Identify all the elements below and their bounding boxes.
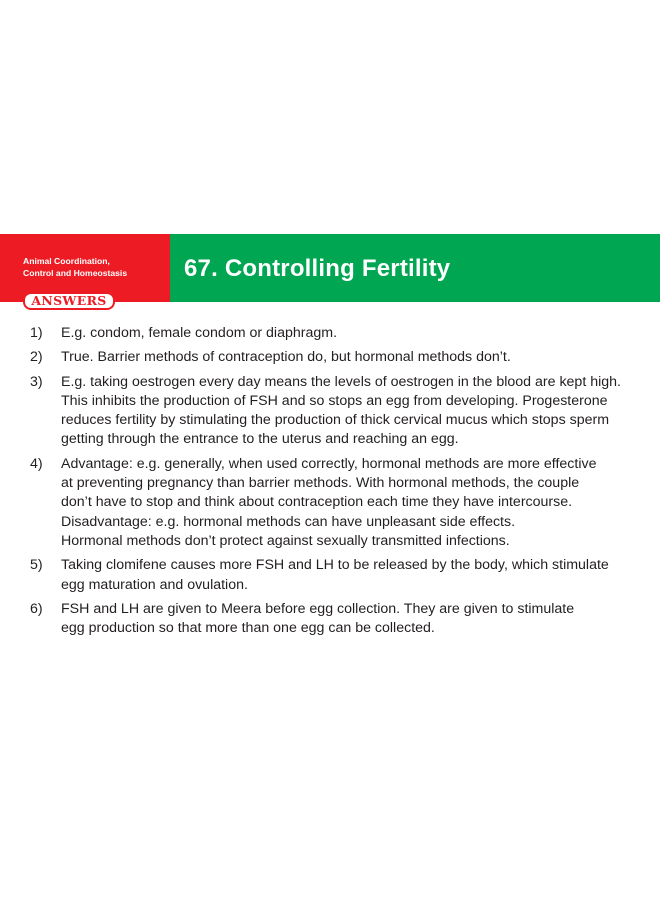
answer-item	[30, 348, 630, 367]
page-title: 67. Controlling Fertility	[184, 255, 451, 282]
answer-item	[30, 600, 630, 639]
answer-item	[30, 556, 630, 595]
answer-text-line: Advantage: e.g. generally, when used correctly, hormonal methods are more effective	[61, 455, 597, 472]
answer-item	[30, 455, 630, 551]
answer-text-line: egg production so that more than one egg can be collected.	[61, 620, 435, 637]
answer-number: 5)	[30, 557, 43, 574]
answer-list	[30, 324, 630, 643]
answer-number: 1)	[30, 325, 43, 341]
answer-number: 2)	[30, 349, 43, 366]
answer-text-line: egg maturation and ovulation.	[61, 576, 248, 593]
answer-text-line: FSH and LH are given to Meera before egg collection. They are given to stimulate	[61, 600, 575, 617]
answer-text-line: Hormonal methods don’t protect against sexually transmitted infections.	[61, 532, 510, 549]
answer-text-line: Disadvantage: e.g. hormonal methods can have unpleasant side effects.	[61, 513, 516, 530]
answer-text-line: getting through the entrance to the uterus and reaching an egg.	[61, 431, 459, 448]
answer-text-line: This inhibits the production of FSH and so stops an egg from developing. Progesterone	[61, 392, 608, 409]
answer-text-line: don’t have to stop and think about contraception each time they have intercourse.	[61, 494, 573, 511]
answer-number: 4)	[30, 455, 43, 472]
answer-text-line: E.g. taking oestrogen every day means the levels of oestrogen in the blood are kept high.	[61, 373, 621, 390]
answer-text-line: True. Barrier methods of contraception do, but hormonal methods don’t.	[61, 349, 511, 366]
answers-badge: ANSWERS	[23, 292, 115, 310]
answer-text-line: at preventing pregnancy than barrier methods. With hormonal methods, the couple	[61, 475, 580, 492]
answer-text-line: Taking clomifene causes more FSH and LH to be released by the body, which stimulate	[61, 557, 609, 574]
title-bar	[170, 234, 660, 302]
answer-text-line: reduces fertility by stimulating the production of thick cervical mucus which stops sperm	[61, 412, 610, 429]
answer-item	[30, 324, 630, 343]
section-title: Animal Coordination, Control and Homeostasis	[23, 256, 128, 278]
answer-number: 3)	[30, 373, 43, 390]
answer-number: 6)	[30, 600, 43, 617]
answer-item	[30, 373, 630, 450]
answer-text-line: E.g. condom, female condom or diaphragm.	[61, 325, 338, 341]
